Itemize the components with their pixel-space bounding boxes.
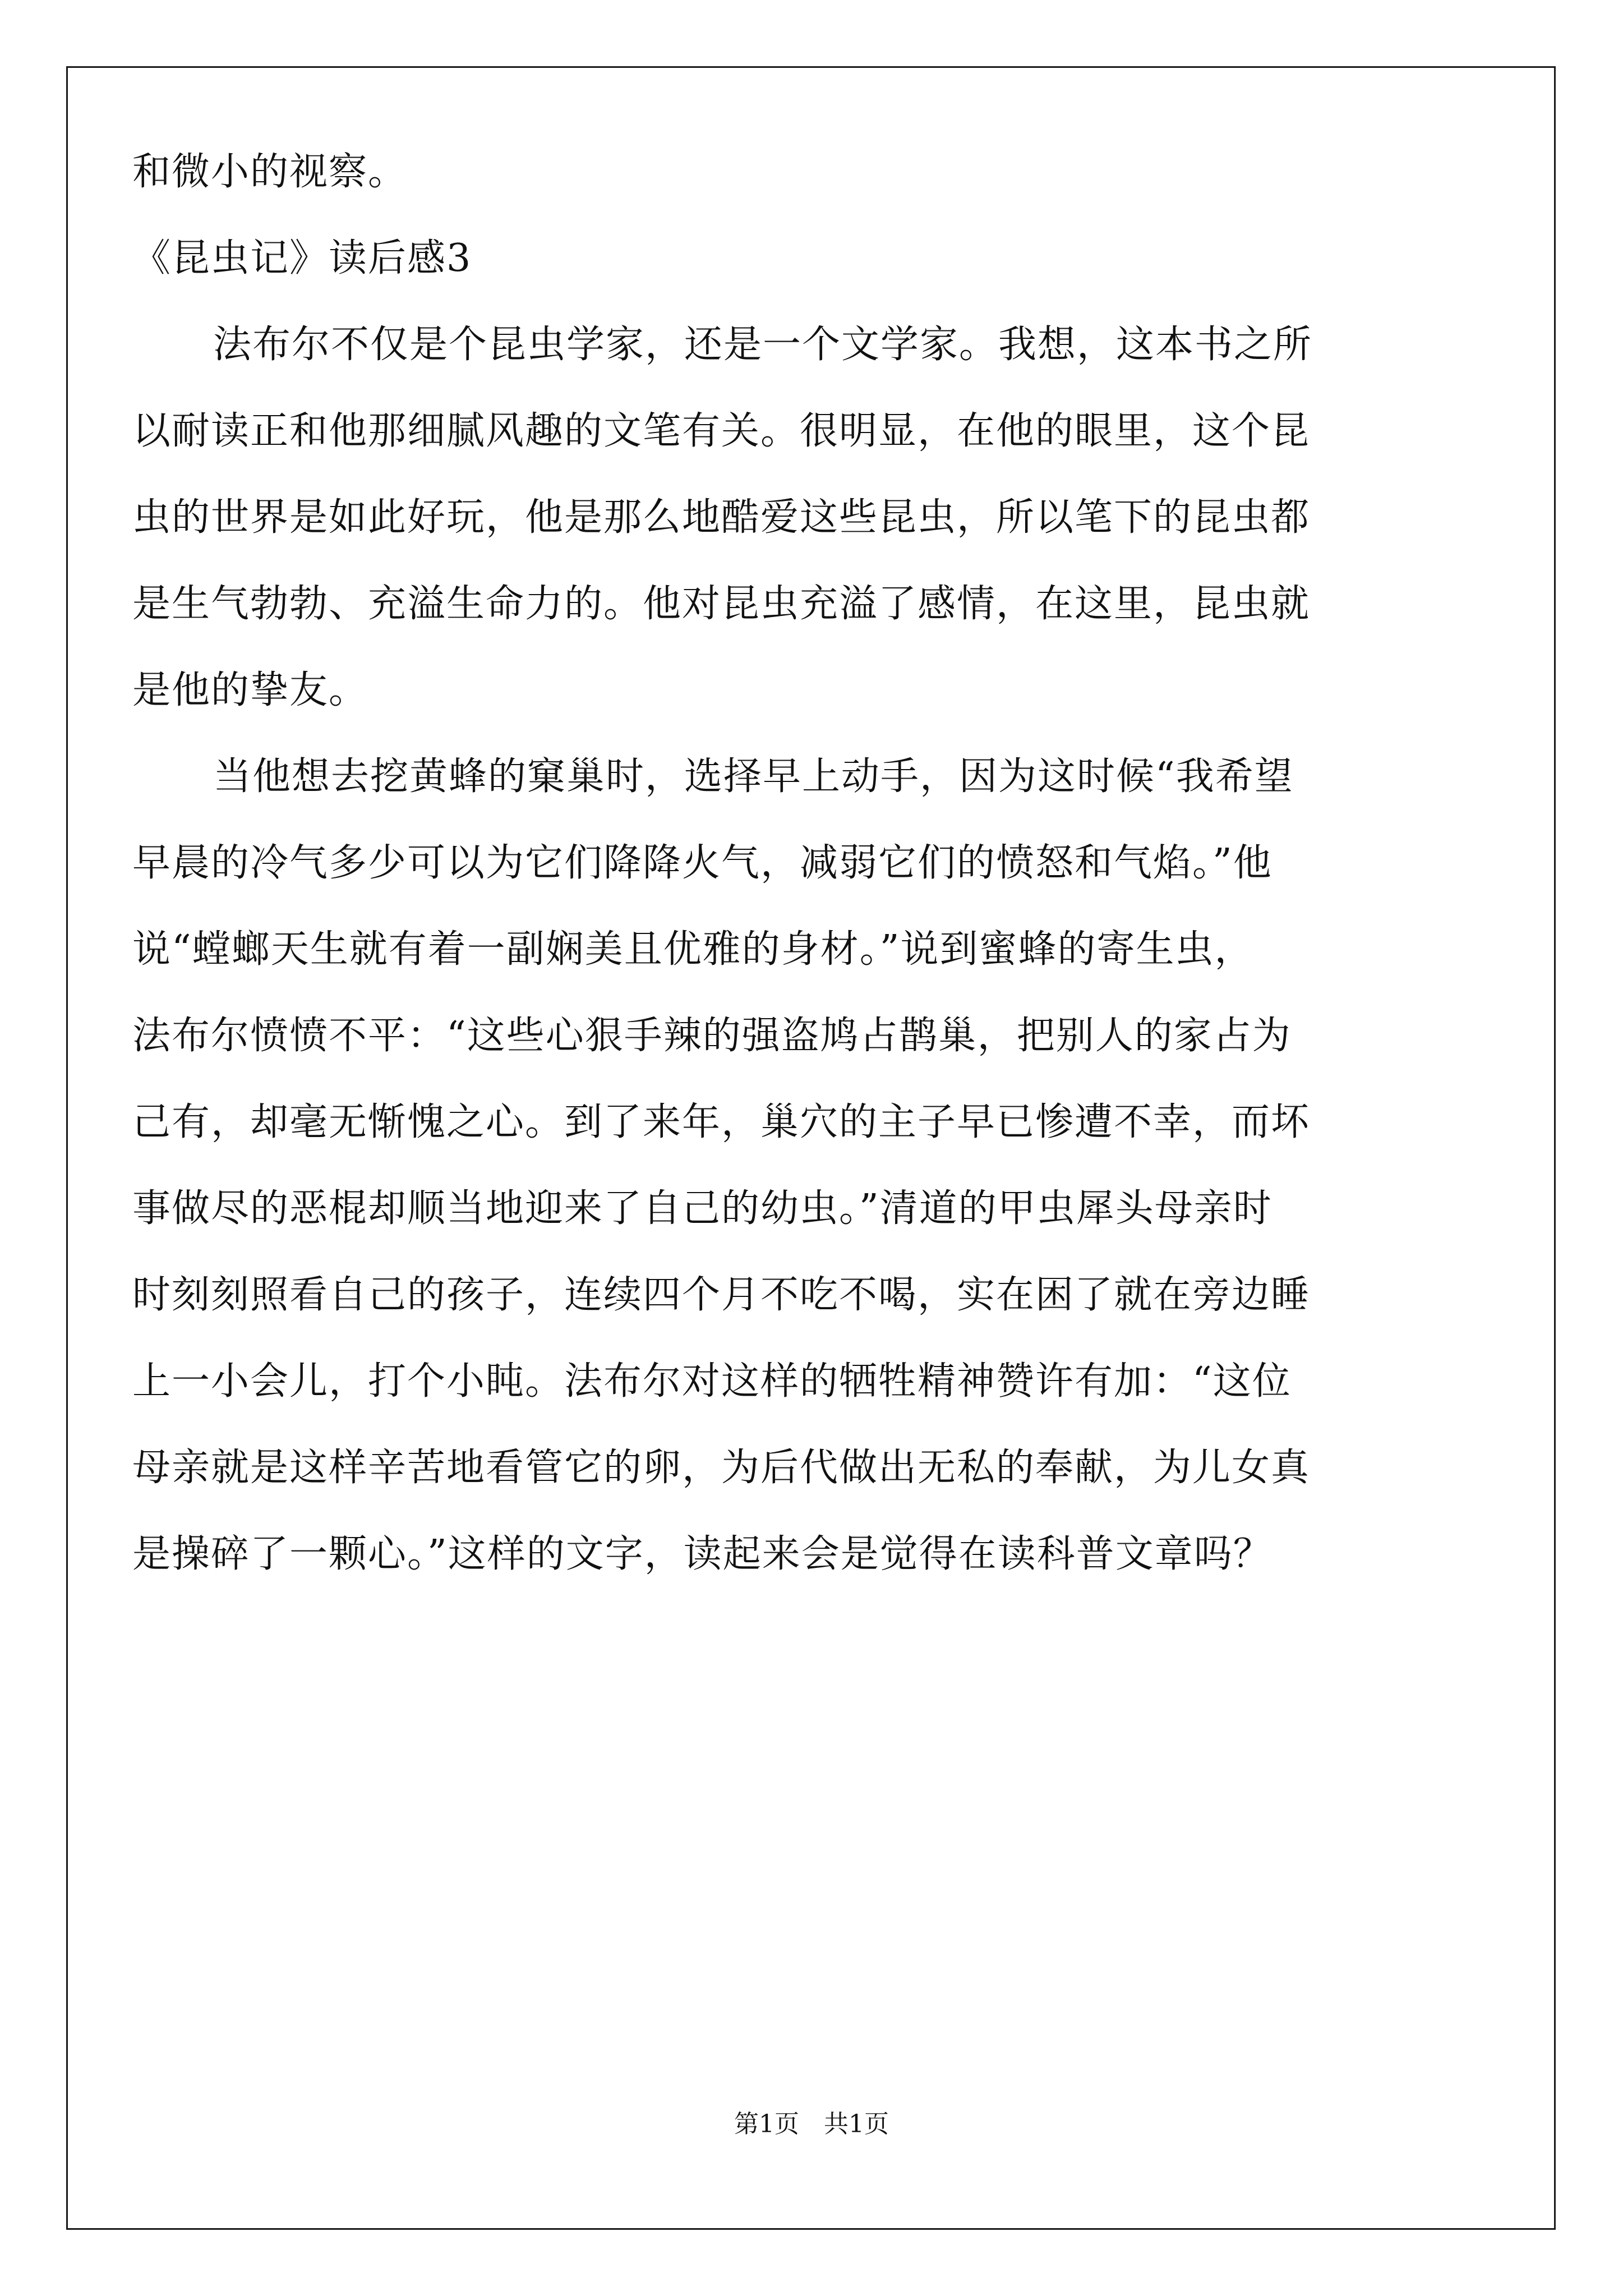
paragraph-line: 早晨的冷气多少可以为它们降降火气，减弱它们的愤怒和气焰。”他 — [132, 841, 1272, 885]
paragraph-line: 说“螳螂天生就有着一副娴美且优雅的身材。”说到蜜蜂的寄生虫， — [132, 927, 1254, 972]
section-title: 《昆虫记》读后感3 — [132, 236, 472, 280]
paragraph-line: 法布尔不仅是个昆虫学家，还是一个文学家。我想，这本书之所 — [213, 323, 1313, 367]
paragraph-line: 是操碎了一颗心。”这样的文字，读起来会是觉得在读科普文章吗？ — [132, 1532, 1272, 1576]
paragraph-line: 是他的挚友。 — [132, 668, 368, 712]
paragraph-line: 母亲就是这样辛苦地看管它的卵，为后代做出无私的奉献，为儿女真 — [132, 1446, 1311, 1490]
page-footer: 第1页 共1页 — [734, 2110, 889, 2138]
paragraph-2 — [132, 734, 1428, 1598]
continuation-line: 和微小的视察。 — [132, 150, 408, 194]
paragraph-1 — [132, 302, 1428, 734]
paragraph-line: 是生气勃勃、充溢生命力的。他对昆虫充溢了感情，在这里，昆虫就 — [132, 582, 1311, 626]
paragraph-line: 上一小会儿，打个小盹。法布尔对这样的牺牲精神赞许有加：“这位 — [132, 1359, 1292, 1404]
paragraph-line: 以耐读正和他那细腻风趣的文笔有关。很明显，在他的眼里，这个昆 — [132, 409, 1311, 453]
paragraph-line: 法布尔愤愤不平：“这些心狠手辣的强盗鸠占鹊巢，把别人的家占为 — [132, 1014, 1292, 1058]
paragraph-line: 当他想去挖黄蜂的窠巢时，选择早上动手，因为这时候“我希望 — [213, 754, 1294, 799]
document-body — [132, 129, 1428, 1598]
paragraph-line: 事做尽的恶棍却顺当地迎来了自己的幼虫。”清道的甲虫犀头母亲时 — [132, 1186, 1272, 1231]
paragraph-line: 虫的世界是如此好玩，他是那么地酷爱这些昆虫，所以笔下的昆虫都 — [132, 495, 1311, 540]
paragraph-line: 己有，却毫无惭愧之心。到了来年，巢穴的主子早已惨遭不幸，而坏 — [132, 1100, 1311, 1144]
paragraph-line: 时刻刻照看自己的孩子，连续四个月不吃不喝，实在困了就在旁边睡 — [132, 1273, 1311, 1317]
